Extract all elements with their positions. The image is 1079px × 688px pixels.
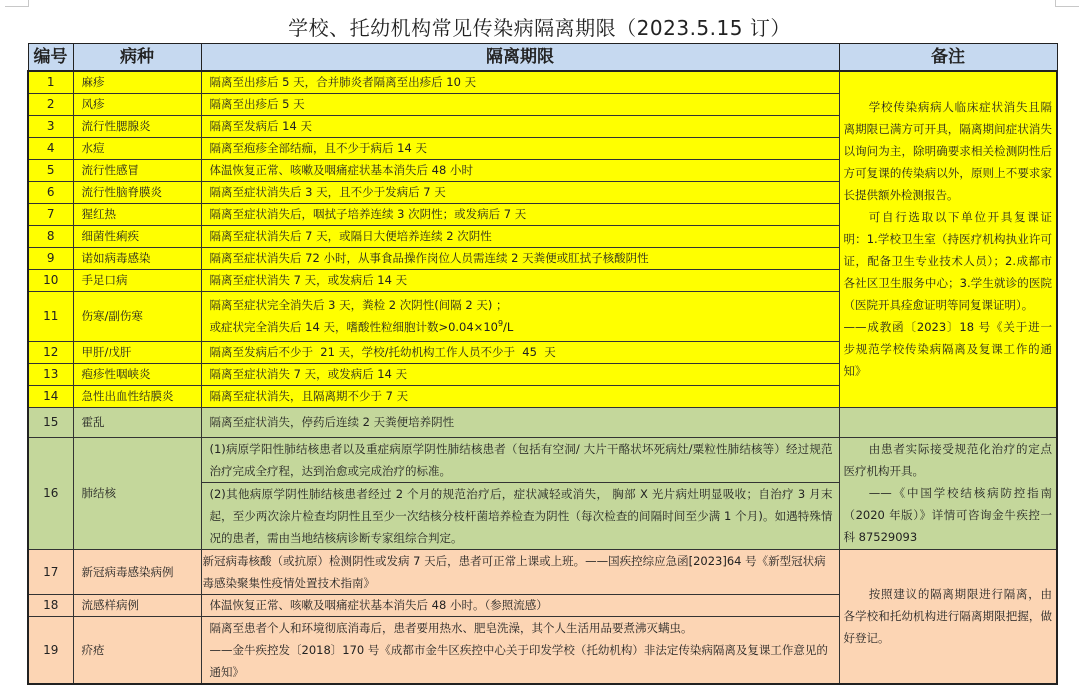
note-paragraph: 由患者实际接受规范化治疗的定点医疗机构开具。 xyxy=(843,442,1052,478)
row-num: 7 xyxy=(28,203,73,225)
row-disease: 流感样病例 xyxy=(73,594,201,616)
page-corner-mark xyxy=(28,0,29,7)
row-num: 12 xyxy=(28,341,73,363)
page-corner-mark xyxy=(1056,6,1079,7)
row-num: 8 xyxy=(28,225,73,247)
period-unit: /L xyxy=(503,320,514,334)
period-text: 或症状完全消失后 14 天，嗜酸性粒细胞计数>0.04×10 xyxy=(209,320,498,334)
period-citation: ——金牛疾控发〔2018〕170 号《成都市金牛区疾控中心关于印发学校（托幼机构）非法定传染病隔离及复课工作意见的通知》 xyxy=(209,642,828,679)
page-corner-mark xyxy=(1055,0,1056,7)
row-disease: 伤寒/副伤寒 xyxy=(73,291,201,341)
row-period: 隔离至症状消失，且隔离期不少于 7 天 xyxy=(201,385,839,407)
row-disease: 新冠病毒感染病例 xyxy=(73,549,201,594)
row-period: 隔离至症状消失后 72 小时，从事食品操作岗位人员需连续 2 天粪便或肛拭子核酸阴性 xyxy=(201,247,839,269)
note-citation: ——成教函〔2023〕18 号《关于进一步规范学校传染病隔离及复课工作的通知》 xyxy=(843,320,1052,379)
note-citation: ——《中国学校结核病防控指南（2020 年版）》详情可咨询金牛疾控一科 87529093 xyxy=(843,486,1052,544)
row-disease: 肺结核 xyxy=(73,437,201,549)
row-num: 5 xyxy=(28,159,73,181)
row-disease: 流行性腮腺炎 xyxy=(73,115,201,137)
superscript: 9 xyxy=(497,319,504,329)
row-disease: 流行性感冒 xyxy=(73,159,201,181)
header-note: 备注 xyxy=(839,44,1057,72)
row-num: 3 xyxy=(28,115,73,137)
row-period xyxy=(201,291,839,341)
period-line xyxy=(210,316,833,338)
row-period: 隔离至症状消失后 7 天，或隔日大便培养连续 2 次阴性 xyxy=(201,225,839,247)
row-period: 隔离至出疹后 5 天 xyxy=(201,93,839,115)
table-row xyxy=(28,437,1057,482)
note-paragraph: 可自行选取以下单位开具复课证明：1.学校卫生室（持医疗机构执业许可证，配备卫生专业技术人员）；2.成都市各社区卫生服务中心；3.学生就诊的医院（医院开具痊愈证明等同复课证明）。 xyxy=(843,210,1052,313)
row-disease: 麻疹 xyxy=(73,71,201,93)
note-group-2 xyxy=(839,437,1057,549)
row-num: 18 xyxy=(28,594,73,616)
document-title: 学校、托幼机构常见传染病隔离期限（2023.5.15 订） xyxy=(288,16,791,40)
table-row xyxy=(28,71,1057,93)
row-period: 隔离至症状消失，停药后连续 2 天粪便培养阴性 xyxy=(201,407,839,437)
row-period: 隔离至出疹后 5 天，合并肺炎者隔离至出疹后 10 天 xyxy=(201,71,839,93)
period-line: 隔离至患者个人和环境彻底消毒后，患者要用热水、肥皂洗澡，其个人生活用品要煮沸灭螨虫。 xyxy=(209,620,693,635)
row-num: 15 xyxy=(28,407,73,437)
row-num: 9 xyxy=(28,247,73,269)
note-paragraph: 学校传染病病人临床症状消失且隔离期限已满方可开具，隔离期间症状消失以询问为主，除明确要求相关检测阴性后方可复课的传染病以外，原则上不要求家长提供额外检测报告。 xyxy=(843,100,1052,203)
row-period: 隔离至症状消失 7 天，或发病后 14 天 xyxy=(201,269,839,291)
row-num: 19 xyxy=(28,616,73,684)
row-disease: 诺如病毒感染 xyxy=(73,247,201,269)
row-period: 隔离至症状消失 7 天，或发病后 14 天 xyxy=(201,363,839,385)
row-disease: 疥疮 xyxy=(73,616,201,684)
row-num: 6 xyxy=(28,181,73,203)
row-period: 新冠病毒核酸（或抗原）检测阴性或发病 7 天后，患者可正常上课或上班。——国疾控综应急函[2023]64 号《新型冠状病毒感染聚集性疫情处置技术指南》 xyxy=(201,549,839,594)
row-period: 隔离至疱疹全部结痂，且不少于病后 14 天 xyxy=(201,137,839,159)
row-period: 隔离至症状消失后，咽拭子培养连续 3 次阴性；或发病后 7 天 xyxy=(201,203,839,225)
isolation-period-table xyxy=(27,43,1058,685)
note-paragraph: 按照建议的隔离期限进行隔离，由各学校和托幼机构进行隔离期限把握，做好登记。 xyxy=(843,587,1052,645)
row-num: 16 xyxy=(28,437,73,549)
row-period: 体温恢复正常、咳嗽及咽痛症状基本消失后 48 小时。（参照流感） xyxy=(201,594,839,616)
row-disease: 流行性脑脊膜炎 xyxy=(73,181,201,203)
row-disease: 水痘 xyxy=(73,137,201,159)
row-disease: 猩红热 xyxy=(73,203,201,225)
row-period: 隔离至发病后不少于 21 天，学校/托幼机构工作人员不少于 45 天 xyxy=(201,341,839,363)
header-num: 编号 xyxy=(28,44,73,72)
row-disease: 手足口病 xyxy=(73,269,201,291)
row-num: 13 xyxy=(28,363,73,385)
row-period: 隔离至症状消失后 3 天，且不少于发病后 7 天 xyxy=(201,181,839,203)
period-line: 隔离至症状完全消失后 3 天，粪检 2 次阴性(间隔 2 天) ； xyxy=(209,298,508,312)
row-period xyxy=(201,616,839,684)
row-disease: 风疹 xyxy=(73,93,201,115)
row-period: 体温恢复正常、咳嗽及咽痛症状基本消失后 48 小时 xyxy=(201,159,839,181)
row-num: 2 xyxy=(28,93,73,115)
page-corner-mark xyxy=(5,6,28,7)
row-num: 10 xyxy=(28,269,73,291)
row-num: 14 xyxy=(28,385,73,407)
table-row xyxy=(28,549,1057,594)
row-period-part-1: (1)病原学阳性肺结核患者以及重症病原学阴性肺结核患者（包括有空洞/ 大片干酪状坏死病灶/粟粒性肺结核等）经过规范治疗完成全疗程，达到治愈或完成治疗的标准。 xyxy=(201,437,839,482)
row-disease: 疱疹性咽峡炎 xyxy=(73,363,201,385)
row-period: 隔离至发病后 14 天 xyxy=(201,115,839,137)
table-header-row xyxy=(28,44,1057,72)
row-disease: 甲肝/戊肝 xyxy=(73,341,201,363)
row-disease: 霍乱 xyxy=(73,407,201,437)
table-row xyxy=(28,407,1057,437)
note-group-3 xyxy=(839,549,1057,684)
row-period-part-2: (2)其他病原学阴性肺结核患者经过 2 个月的规范治疗后，症状减轻或消失， 胸部 X 光片病灶明显吸收；自治疗 3 月末起，至少两次涂片检查均阴性且至少一次结核分枝杆菌培养检查为阴性（每次检查的间隔时间至少满 1 个月)。如遇特殊情况的患者，需由当地结核病诊断专家组综合判定。 xyxy=(201,482,839,549)
row-disease: 细菌性痢疾 xyxy=(73,225,201,247)
row-disease: 急性出血性结膜炎 xyxy=(73,385,201,407)
row-num: 4 xyxy=(28,137,73,159)
row-num: 11 xyxy=(28,291,73,341)
header-period: 隔离期限 xyxy=(201,44,839,72)
row-num: 1 xyxy=(28,71,73,93)
note-row-15 xyxy=(839,407,1057,437)
note-group-1 xyxy=(839,71,1057,407)
header-disease: 病种 xyxy=(73,44,201,72)
row-num: 17 xyxy=(28,549,73,594)
